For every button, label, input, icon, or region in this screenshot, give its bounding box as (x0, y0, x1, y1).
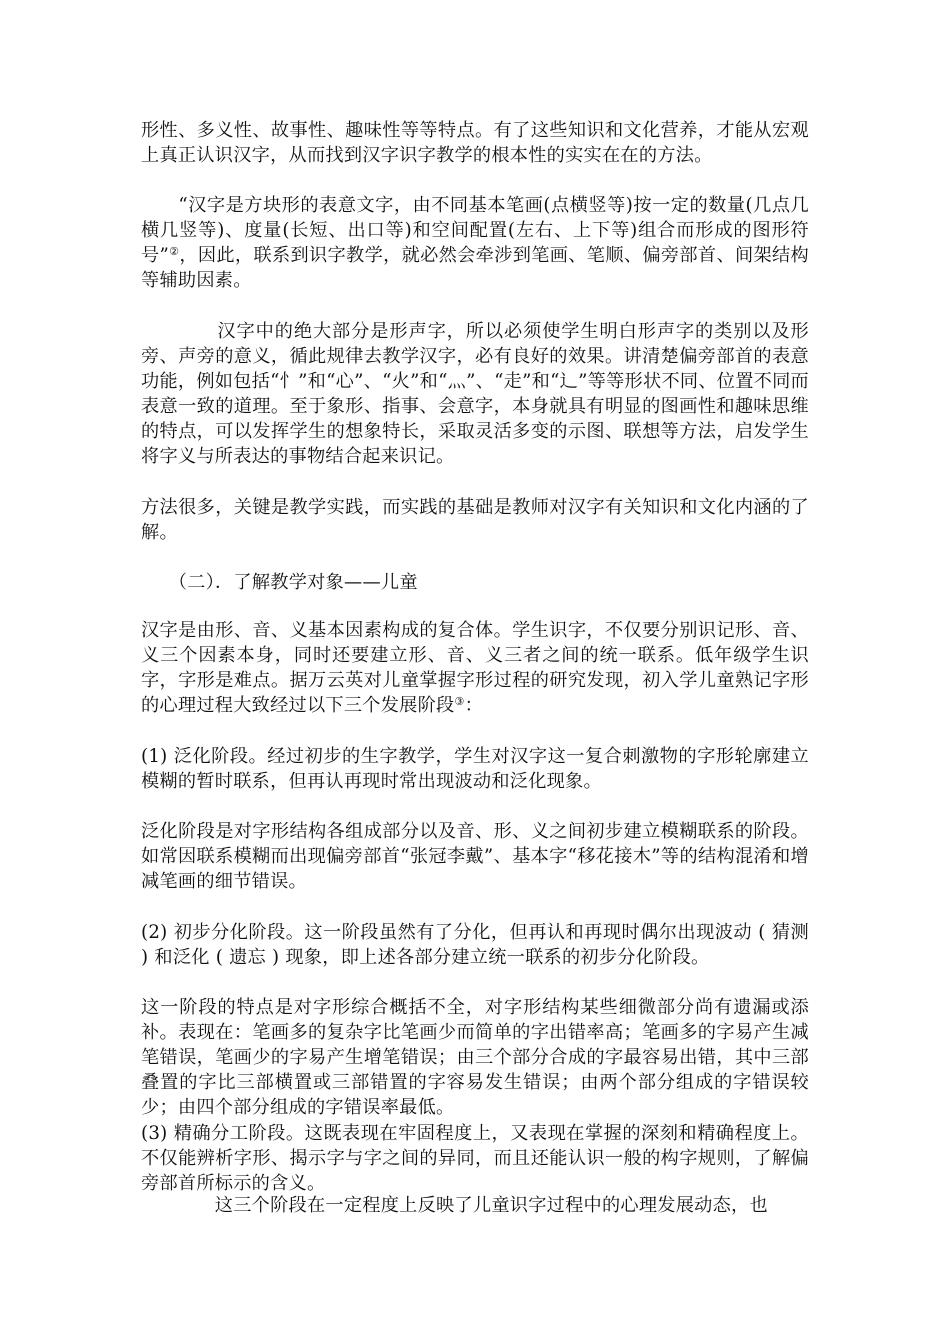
stage-2-detail-paragraph: 这一阶段的特点是对字形综合概括不全，对字形结构某些细微部分尚有遗漏或添补。表现在：笔画多的复杂字比笔画少而简单的字出错率高；笔画多的字易产生减笔错误，笔画少的字易产生增笔错误；由三个部分合成的字最容易出错，其中三部叠置的字比三部横置或三部错置的字容易发生错误；由两个部分组成的字错误较少；由四个部分组成的字错误率最低。 (141, 997, 809, 1118)
paragraph-4: 方法很多，关键是教学实践，而实践的基础是教师对汉字有关知识和文化内涵的了解。 (141, 497, 809, 543)
stage-1-paragraph: (1) 泛化阶段。经过初步的生字教学，学生对汉字这一复合刺激物的字形轮廓建立模糊的暂时联系，但再认再现时常出现波动和泛化现象。 (141, 746, 809, 792)
paragraph-1: 形性、多义性、故事性、趣味性等等特点。有了这些知识和文化营养，才能从宏观上真正认识汉字，从而找到汉字识字教学的根本性的实实在在的方法。 (141, 120, 809, 166)
stage-2-paragraph: (2) 初步分化阶段。这一阶段虽然有了分化，但再认和再现时偶尔出现波动 ( 猜测 ) 和泛化 ( 遗忘 ) 现象，即上述各部分建立统一联系的初步分化阶段。 (141, 922, 809, 968)
stage-3-paragraph: (3) 精确分工阶段。这既表现在牢固程度上，又表现在掌握的深刻和精确程度上。不仅能辨析字形、揭示字与字之间的异同，而且还能认识一般的构字规则，了解偏旁部首所标示的含义。 (141, 1123, 809, 1194)
paragraph-2-text: “汉字是方块形的表意文字，由不同基本笔画(点横竖等)按一定的数量(几点几横几竖等)、度量(长短、出口等)和空间配置(左右、上下等)组合而形成的图形符号” (141, 195, 809, 266)
paragraph-6-text: 汉字是由形、音、义基本因素构成的复合体。学生识字，不仅要分别识记形、音、义三个因素本身，同时还要建立形、音、义三者之间的统一联系。低年级学生识字，字形是难点。据万云英对儿童掌握字形过程的研究发现，初入学儿童熟记字形的心理过程大致经过以下三个发展阶段 (141, 620, 809, 716)
paragraph-2 (141, 193, 809, 293)
stage-1-detail-paragraph: 泛化阶段是对字形结构各组成部分以及音、形、义之间初步建立模糊联系的阶段。如常因联系模糊而出现偏旁部首“张冠李戴”、基本字“移花接木”等的结构混淆和增减笔画的细节错误。 (141, 821, 809, 892)
footnote-marker-2: ② (169, 245, 180, 258)
footnote-marker-3: ③ (454, 695, 465, 708)
paragraph-6-tail: ： (464, 695, 484, 716)
paragraph-2-tail: ，因此，联系到识字教学，就必然会牵涉到笔画、笔顺、偏旁部首、间架结构等辅助因素。 (141, 245, 809, 291)
paragraph-12: 这三个阶段在一定程度上反映了儿童识字过程中的心理发展动态，也 (141, 1195, 768, 1216)
section-heading: （二）．了解教学对象——儿童 (141, 572, 418, 593)
paragraph-6 (141, 618, 809, 718)
paragraph-3: 汉字中的绝大部分是形声字，所以必须使学生明白形声字的类别以及形旁、声旁的意义，循此规律去教学汉字，必有良好的效果。讲清楚偏旁部首的表意功能，例如包括“忄”和“心”、“火”和“灬”、“走”和“辶”等等形状不同、位置不同而表意一致的道理。至于象形、指事、会意字，本身就具有明显的图画性和趣味思维的特点，可以发挥学生的想象特长，采取灵活多变的示图、联想等方法，启发学生将字义与所表达的事物结合起来识记。 (141, 321, 809, 467)
